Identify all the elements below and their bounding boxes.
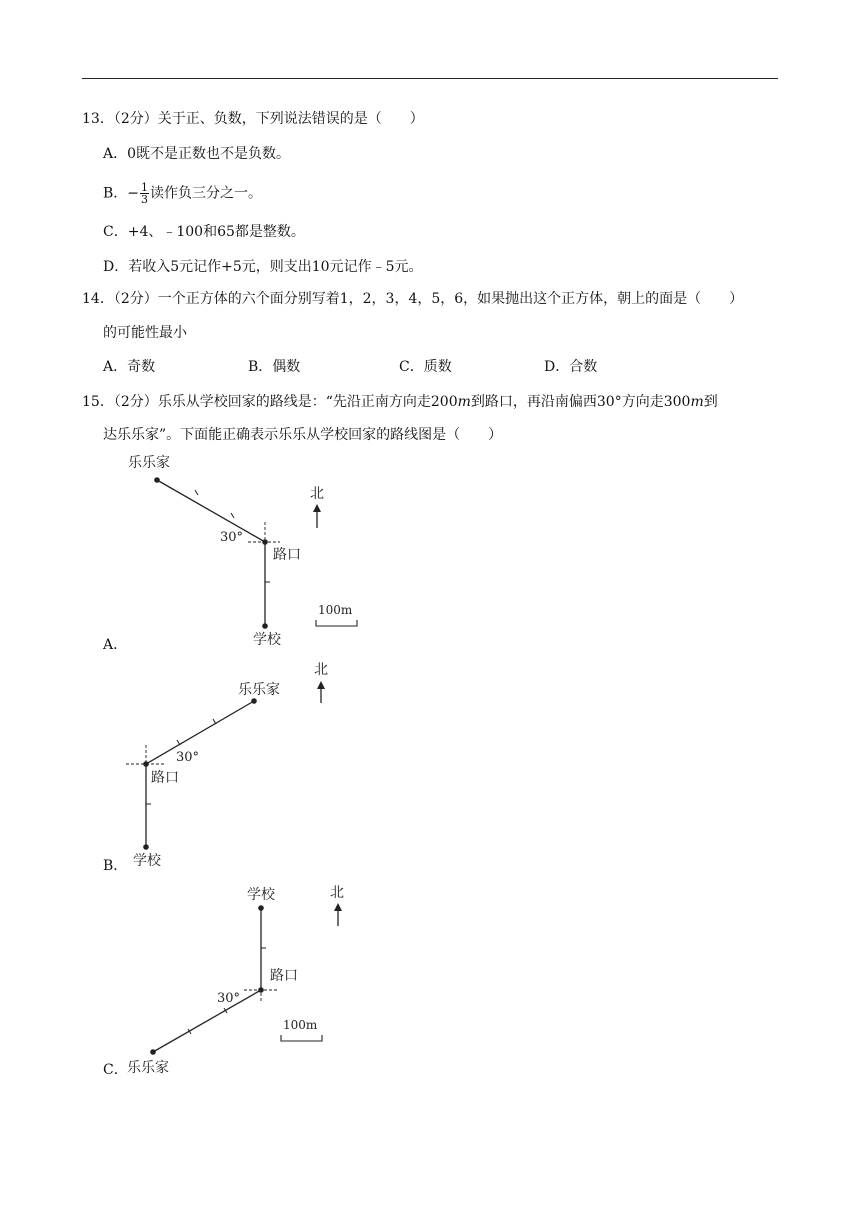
figure-c-school-label: 学校 (247, 887, 275, 903)
figure-a-option-label: A． (103, 637, 128, 653)
header-rule (82, 78, 778, 79)
figure-b-tick-1 (213, 719, 216, 724)
q15-stem-part3: 到 (703, 394, 718, 410)
figure-a-crossing-label: 路口 (273, 547, 301, 563)
figure-c-scale-bar (281, 1035, 322, 1041)
q13-option-d: D．若收入5元记作+5元，则支出10元记作﹣5元。 (103, 259, 423, 275)
q14-stem-line2: 的可能性最小 (103, 325, 187, 341)
figure-b-school-dot (143, 844, 149, 850)
figure-b-crossing-label: 路口 (151, 770, 179, 786)
figure-b-home-label: 乐乐家 (238, 682, 280, 698)
figure-a-scale-bar (316, 620, 357, 626)
q14-option-d: D．合数 (544, 359, 598, 375)
figure-c-angle-label: 30° (217, 991, 241, 1006)
q13-fraction-numerator: 1 (141, 181, 149, 194)
figure-b-school-label: 学校 (133, 853, 161, 869)
figure-b-angle-label: 30° (176, 750, 200, 765)
figure-a-school-label: 学校 (253, 632, 281, 648)
figure-a-north-label: 北 (310, 486, 324, 502)
figure-a-tick-1 (195, 490, 198, 495)
figure-b-north-label: 北 (314, 662, 328, 678)
figure-b (120, 655, 370, 870)
q13-option-b-minus: − (127, 185, 140, 202)
q13-stem: 13．（2分）关于正、负数，下列说法错误的是（ ） (82, 111, 424, 127)
figure-c-scale-label: 100m (283, 1018, 318, 1032)
figure-a-north-arrow-head (313, 504, 321, 512)
figure-c-crossing-label: 路口 (270, 968, 298, 984)
figure-a (120, 450, 370, 650)
q13-option-b-suffix: 读作负三分之一。 (150, 185, 263, 202)
q13-fraction-denominator: 3 (141, 193, 149, 206)
figure-c (120, 878, 370, 1078)
figure-c-home-dot (150, 1049, 156, 1055)
figure-c-route-home (153, 990, 261, 1052)
q15-unit-m-1: m (457, 394, 471, 410)
q15-stem-part2: 到路口，再沿南偏西30°方向走300 (470, 394, 691, 410)
q13-option-a: A．0既不是正数也不是负数。 (103, 146, 291, 162)
figure-b-north-arrow-head (317, 681, 325, 689)
q13-option-b (103, 182, 262, 205)
figure-a-home-label: 乐乐家 (128, 455, 170, 471)
figure-a-angle-label: 30° (220, 530, 244, 545)
q15-unit-m-2: m (690, 394, 704, 410)
figure-c-option-label: C． (103, 1062, 128, 1078)
figure-b-tick-2 (177, 740, 180, 745)
figure-c-north-arrow-head (334, 903, 342, 911)
q14-option-a: A．奇数 (103, 359, 156, 375)
q15-stem-line2: 达乐乐家”。下面能正确表示乐乐从学校回家的路线图是（ ） (103, 427, 503, 443)
q14-option-c: C．质数 (399, 359, 452, 375)
figure-c-home-label: 乐乐家 (127, 1060, 169, 1076)
q13-fraction (140, 182, 149, 205)
q15-stem-line1 (82, 393, 718, 411)
q13-option-c: C．+4、﹣100和65都是整数。 (103, 224, 305, 240)
figure-a-scale-label: 100m (318, 603, 353, 617)
q14-stem-line1: 14．（2分）一个正方体的六个面分别写着1，2，3，4，5，6，如果抛出这个正方体，朝上的面是（ ） (82, 291, 744, 307)
q13-option-b-prefix: B． (103, 185, 128, 202)
figure-a-school-dot (262, 623, 268, 629)
figure-a-tick-2 (231, 513, 234, 518)
figure-a-route-home (157, 480, 265, 542)
q15-stem-part1: 15．（2分）乐乐从学校回家的路线是：“先沿正南方向走200 (82, 394, 458, 410)
figure-c-north-label: 北 (330, 885, 344, 901)
figure-b-route-home (146, 701, 254, 764)
q14-option-b: B．偶数 (248, 359, 301, 375)
figure-b-option-label: B． (103, 858, 128, 874)
